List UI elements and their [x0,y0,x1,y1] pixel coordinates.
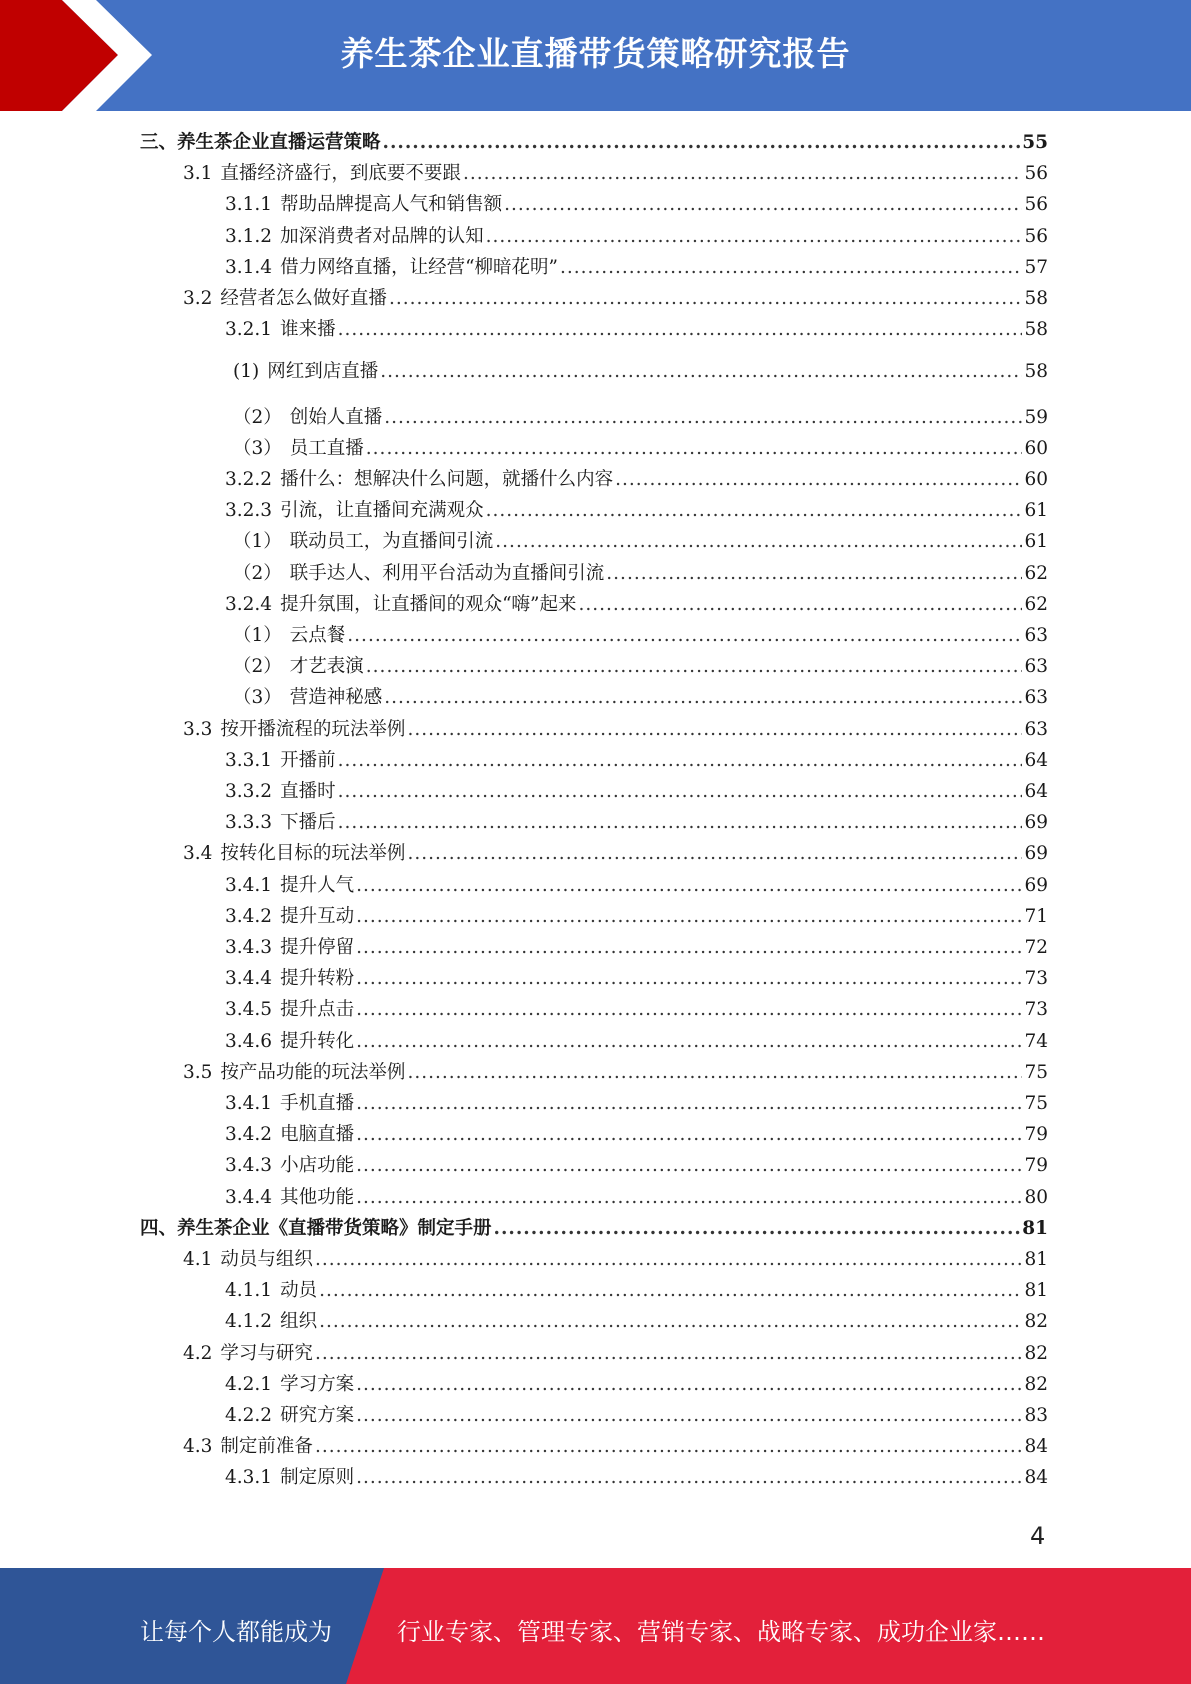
toc-entry-page: 58 [1024,288,1048,309]
toc-entry-title: 谁来播 [280,319,336,341]
toc-entry[interactable] [225,466,1048,494]
toc-entry-title: 提升人气 [280,874,355,896]
toc-entry[interactable] [225,1308,1048,1336]
toc-entry-title: 学习与研究 [220,1342,313,1364]
toc-entry-page: 72 [1024,937,1048,958]
toc-entry[interactable] [183,840,1048,868]
toc-entry-page: 57 [1024,256,1048,278]
toc-entry[interactable] [225,778,1048,806]
toc-entry-title: 电脑直播 [280,1124,355,1146]
toc-entry[interactable] [225,965,1048,993]
toc-entry-title: 按转化目标的玩法举例 [220,843,406,865]
footer-slogan-right: 行业专家、管理专家、营销专家、战略专家、成功企业家…… [397,1618,1045,1646]
toc-entry-title: 下播后 [280,812,336,834]
toc-dot-leader [486,223,1023,251]
toc-dot-leader [356,1371,1022,1399]
toc-entry[interactable] [183,716,1048,744]
toc-entry[interactable] [233,653,1048,681]
toc-entry-number: (1) [233,361,260,383]
toc-entry[interactable] [233,560,1048,588]
toc-entry[interactable] [183,1340,1048,1368]
toc-entry[interactable] [183,160,1048,188]
toc-dot-leader [407,840,1022,868]
toc-entry-page: 71 [1024,905,1048,927]
toc-entry-title: 其他功能 [280,1186,355,1208]
toc-entry-page: 80 [1024,1186,1048,1208]
toc-dot-leader [338,316,1023,344]
toc-entry[interactable] [225,1184,1048,1212]
toc-entry-title: 营造神秘感 [289,687,383,709]
toc-entry-number: （2） [233,562,282,584]
toc-entry-page: 64 [1024,749,1048,771]
toc-entry[interactable] [140,1215,1048,1243]
toc-dot-leader [356,965,1022,993]
toc-entry[interactable] [225,934,1048,962]
toc-entry-title: 员工直播 [289,437,364,459]
toc-dot-leader [315,1433,1023,1461]
toc-entry-number: 4.1.2 [225,1311,273,1333]
toc-entry[interactable] [183,1059,1048,1087]
toc-entry-page: 62 [1024,593,1048,615]
toc-entry-page: 58 [1024,319,1048,341]
toc-entry-title: 动员与组织 [220,1249,313,1270]
toc-entry-page: 82 [1024,1311,1048,1333]
toc-entry-title: 借力网络直播，让经营“柳暗花明” [280,256,558,278]
toc-dot-leader [615,466,1022,494]
toc-entry[interactable] [233,622,1048,650]
toc-dot-leader [495,528,1022,556]
toc-entry-page: 69 [1024,812,1048,834]
toc-entry-number: 3.1 [183,163,213,185]
toc-entry-page: 81 [1024,1249,1048,1270]
toc-dot-leader [338,809,1023,837]
toc-entry-title: 制定前准备 [220,1436,313,1458]
page-header [0,0,1191,111]
toc-entry-number: 3.2.3 [225,500,273,522]
toc-entry-number: （1） [233,625,282,646]
toc-entry-number: 4.1.1 [225,1280,273,1302]
toc-entry-number: 4.2.1 [225,1373,273,1395]
toc-entry[interactable] [140,129,1048,157]
toc-entry-number: 3.4.4 [225,968,273,990]
toc-entry-number: 3.4.3 [225,937,273,958]
toc-entry[interactable] [225,1028,1048,1056]
toc-entry-number: 4.1 [183,1249,213,1270]
toc-entry-page: 84 [1024,1467,1048,1489]
toc-dot-leader [384,684,1022,712]
toc-entry-title: 提升转化 [280,1030,355,1052]
toc-dot-leader [315,1340,1023,1368]
toc-entry-title: 养生茶企业直播运营策略 [177,132,381,153]
toc-entry-number: 4.2.2 [225,1405,273,1426]
page-number: 4 [1030,1522,1046,1550]
toc-dot-leader [504,191,1022,219]
toc-entry-title: 加深消费者对品牌的认知 [280,225,484,247]
toc-entry-number: 3.4.1 [225,1093,273,1114]
toc-entry-title: 按开播流程的玩法举例 [220,718,406,740]
toc-dot-leader [486,497,1023,525]
toc-entry-number: 3.2 [183,288,213,309]
toc-entry[interactable] [225,1402,1048,1430]
toc-entry-page: 59 [1024,406,1048,428]
toc-entry-title: 按产品功能的玩法举例 [220,1061,406,1083]
toc-entry-page: 74 [1024,1030,1048,1052]
toc-entry-number: 3.4.1 [225,874,273,896]
toc-dot-leader [356,1402,1022,1430]
toc-dot-leader [356,1121,1022,1149]
toc-entry-title: 学习方案 [280,1373,355,1395]
toc-entry-title: 养生茶企业《直播带货策略》制定手册 [177,1217,492,1239]
toc-entry-number: 3.1.2 [225,225,273,247]
toc-dot-leader [383,129,1021,157]
toc-entry-page: 69 [1024,874,1048,896]
toc-entry-page: 56 [1024,163,1048,185]
toc-entry-number: 3.2.1 [225,319,273,341]
toc-entry-page: 73 [1024,999,1048,1021]
toc-entry-page: 81 [1022,1217,1048,1239]
toc-dot-leader [356,934,1022,962]
toc-entry-page: 83 [1024,1405,1048,1426]
toc-entry-page: 55 [1022,132,1048,153]
toc-entry[interactable] [225,1090,1048,1118]
toc-entry-title: 制定原则 [280,1467,355,1489]
toc-entry-title: 组织 [280,1311,318,1333]
toc-entry[interactable] [225,191,1048,219]
toc-dot-leader [338,747,1023,775]
page-footer [0,1568,1191,1684]
toc-entry-page: 64 [1024,781,1048,802]
toc-entry-page: 75 [1024,1093,1048,1114]
toc-entry-page: 82 [1024,1342,1048,1364]
toc-entry-number: （1） [233,531,282,553]
toc-entry[interactable] [225,1277,1048,1305]
toc-entry-page: 79 [1024,1155,1048,1177]
toc-entry-number: 四、 [140,1217,178,1239]
toc-dot-leader [579,591,1023,619]
toc-entry-page: 79 [1024,1124,1048,1146]
toc-entry-title: 引流，让直播间充满观众 [280,500,484,522]
toc-entry-page: 56 [1024,194,1048,216]
toc-dot-leader [380,358,1022,386]
toc-entry[interactable] [233,435,1048,463]
toc-dot-leader [407,1059,1022,1087]
toc-entry-number: 3.2.2 [225,469,273,490]
toc-entry-page: 61 [1024,500,1048,522]
toc-entry-title: 小店功能 [280,1155,355,1177]
toc-entry-title: 提升转粉 [280,968,355,990]
toc-entry[interactable] [225,996,1048,1024]
toc-entry-number: （2） [233,656,282,678]
toc-entry-page: 63 [1024,656,1048,678]
toc-entry-page: 58 [1024,361,1048,383]
toc-entry-title: 网红到店直播 [267,361,379,383]
toc-entry-title: 联动员工，为直播间引流 [289,531,494,553]
toc-entry[interactable] [233,404,1048,432]
toc-dot-leader [606,560,1022,588]
toc-entry-page: 84 [1024,1436,1048,1458]
toc-entry-number: 3.4.6 [225,1030,273,1052]
toc-dot-leader [366,653,1023,681]
toc-entry-page: 81 [1024,1280,1048,1302]
toc-entry-number: 4.3.1 [225,1467,273,1489]
toc-entry-page: 75 [1024,1061,1048,1083]
toc-entry-number: 3.4.3 [225,1155,273,1177]
toc-dot-leader [356,1028,1022,1056]
toc-entry-number: 3.2.4 [225,593,273,615]
toc-dot-leader [356,1090,1022,1118]
toc-entry-number: 3.3.2 [225,781,273,802]
toc-entry-page: 60 [1024,469,1048,490]
toc-entry[interactable] [225,591,1048,619]
toc-entry-title: 创始人直播 [289,406,383,428]
toc-entry-title: 动员 [280,1280,318,1302]
toc-entry-page: 63 [1024,625,1048,646]
toc-dot-leader [338,778,1023,806]
toc-dot-leader [319,1308,1022,1336]
toc-entry-number: 3.4.5 [225,999,273,1021]
document-title: 养生茶企业直播带货策略研究报告 [340,34,851,73]
toc-dot-leader [356,996,1022,1024]
toc-entry[interactable] [225,903,1048,931]
toc-dot-leader [463,160,1023,188]
toc-dot-leader [356,1184,1022,1212]
toc-dot-leader [319,1277,1022,1305]
toc-entry-page: 56 [1024,225,1048,247]
toc-entry-page: 82 [1024,1373,1048,1395]
toc-entry-number: 3.1.4 [225,256,273,278]
toc-entry[interactable] [225,1152,1048,1180]
toc-dot-leader [347,622,1022,650]
toc-entry-title: 播什么：想解决什么问题，就播什么内容 [280,469,614,490]
toc-entry-page: 63 [1024,687,1048,709]
toc-entry-title: 帮助品牌提高人气和销售额 [280,194,503,216]
toc-entry[interactable] [225,254,1048,282]
toc-entry[interactable] [225,497,1048,525]
toc-entry-page: 61 [1024,531,1048,553]
toc-entry[interactable] [233,358,1048,386]
toc-entry[interactable] [233,684,1048,712]
toc-entry-number: （2） [233,406,282,428]
toc-entry-number: 4.2 [183,1342,213,1364]
toc-entry-title: 提升氛围，让直播间的观众“嗨”起来 [280,593,577,615]
toc-entry[interactable] [183,1433,1048,1461]
toc-entry-number: （3） [233,687,282,709]
toc-entry[interactable] [225,809,1048,837]
toc-entry[interactable] [183,1246,1048,1274]
toc-entry-title: 云点餐 [289,625,346,646]
toc-entry-number: 三、 [140,132,178,153]
toc-entry-title: 提升互动 [280,905,355,927]
toc-dot-leader [356,1152,1022,1180]
toc-entry-title: 联手达人、利用平台活动为直播间引流 [289,562,605,584]
toc-dot-leader [356,1464,1022,1492]
toc-dot-leader [389,285,1023,313]
toc-entry-number: 3.3 [183,718,213,740]
toc-entry-page: 60 [1024,437,1048,459]
toc-entry-number: 3.4 [183,843,213,865]
toc-dot-leader [384,404,1022,432]
toc-entry[interactable] [225,316,1048,344]
toc-entry-page: 69 [1024,843,1048,865]
toc-entry-page: 62 [1024,562,1048,584]
toc-entry[interactable] [183,285,1048,313]
toc-dot-leader [560,254,1022,282]
toc-dot-leader [356,872,1022,900]
toc-entry-title: 提升停留 [280,937,355,958]
toc-entry[interactable] [233,528,1048,556]
toc-dot-leader [407,716,1022,744]
toc-entry-title: 才艺表演 [289,656,364,678]
toc-entry-number: 4.3 [183,1436,213,1458]
toc-entry-number: 3.4.4 [225,1186,273,1208]
toc-entry-number: 3.1.1 [225,194,273,216]
toc-entry-number: 3.5 [183,1061,213,1083]
footer-slogan-left: 让每个人都能成为 [140,1618,332,1646]
toc-dot-leader [366,435,1023,463]
toc-entry-number: 3.3.3 [225,812,273,834]
toc-entry-title: 手机直播 [280,1093,355,1114]
toc-entry-page: 63 [1024,718,1048,740]
toc-dot-leader [356,903,1022,931]
toc-entry[interactable] [225,1371,1048,1399]
toc-entry[interactable] [225,872,1048,900]
toc-entry-title: 直播经济盛行，到底要不要跟 [220,163,461,185]
toc-entry-title: 直播时 [280,781,336,802]
toc-entry[interactable] [225,747,1048,775]
toc-entry-number: 3.4.2 [225,1124,273,1146]
toc-entry-title: 研究方案 [280,1405,355,1426]
toc-dot-leader [494,1215,1021,1243]
toc-entry-number: 3.4.2 [225,905,273,927]
toc-dot-leader [315,1246,1023,1274]
toc-entry-page: 73 [1024,968,1048,990]
toc-entry-title: 提升点击 [280,999,355,1021]
toc-entry-number: （3） [233,437,282,459]
toc-entry[interactable] [225,223,1048,251]
toc-entry-number: 3.3.1 [225,749,273,771]
toc-entry-title: 开播前 [280,749,336,771]
toc-entry[interactable] [225,1121,1048,1149]
toc-entry-title: 经营者怎么做好直播 [220,288,387,309]
toc-entry[interactable] [225,1464,1048,1492]
